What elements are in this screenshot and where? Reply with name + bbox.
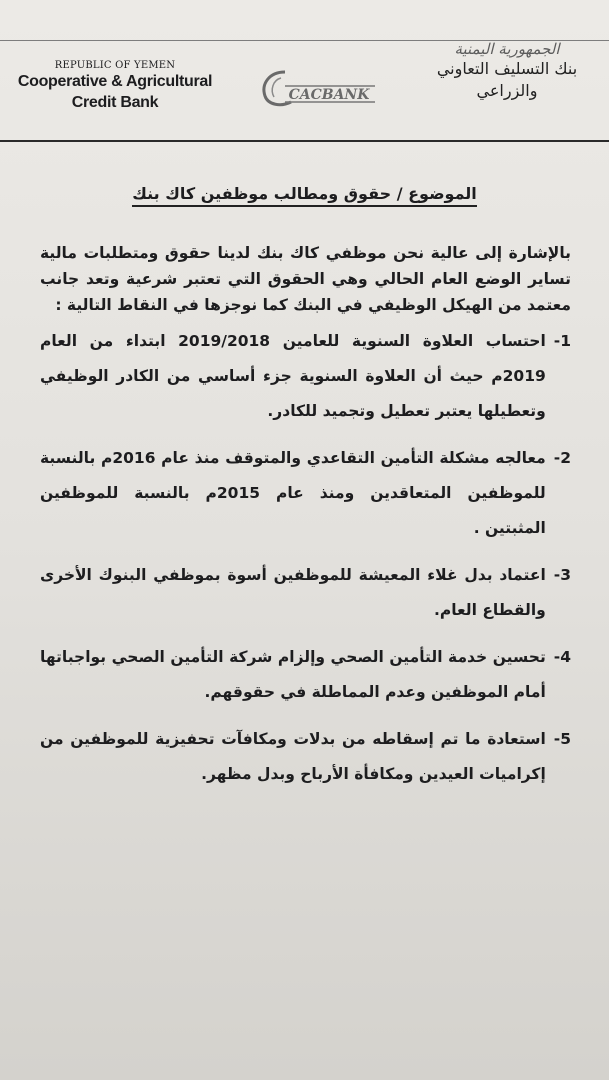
demand-number: 2- (553, 449, 571, 467)
english-country-name: REPUBLIC OF YEMEN (54, 60, 176, 71)
demand-text: اعتماد بدل غلاء المعيشة للموظفين أسوة بموظفي البنوك الأخرى والقطاع العام. (40, 566, 546, 619)
english-bank-name-line2: Credit Bank (71, 94, 159, 111)
subject-line (0, 184, 609, 203)
demand-item (40, 324, 571, 429)
english-letterhead (10, 60, 220, 113)
intro-paragraph: بالإشارة إلى عالية نحن موظفي كاك بنك لدينا حقوق ومتطلبات مالية تساير الوضع العام الحالي وهي الحقوق التي تعتبر شرعية وتعد جانب معتمد من الهيكل الوظيفي في البنك كما نوجزها في النقاط التالية : (40, 244, 571, 314)
arabic-bank-name-line1: بنك التسليف التعاوني (436, 59, 578, 78)
demand-item (40, 441, 571, 546)
english-bank-name-line1: Cooperative & Agricultural (17, 73, 213, 90)
arabic-country-name: الجمهورية اليمنية (454, 40, 560, 58)
cacbank-logo (255, 62, 380, 112)
demand-text: احتساب العلاوة السنوية للعامين 2019/2018 ابتداء من العام 2019م حيث أن العلاوة السنوية جزء أساسي من الكادر الوظيفي وتعطيلها يعتبر تعطيل وتجميد للكادر. (40, 332, 546, 420)
logo-text: CACBANK (288, 87, 370, 103)
arabic-letterhead (427, 40, 587, 102)
demand-text: استعادة ما تم إسقاطه من بدلات ومكافآت تحفيزية للموظفين من إكراميات العيدين ومكافأة الأرباح وبدل مظهر. (40, 730, 546, 783)
demand-text: تحسين خدمة التأمين الصحي وإلزام شركة التأمين الصحي بواجباتها أمام الموظفين وعدم المماطلة في حقوقهم. (40, 648, 546, 701)
demand-number: 1- (553, 332, 571, 350)
demand-item (40, 558, 571, 628)
letter-body (40, 240, 571, 804)
arabic-bank-name-line2: والزراعي (476, 81, 538, 100)
demand-item (40, 640, 571, 710)
demands-list (40, 324, 571, 792)
demand-text: معالجه مشكلة التأمين التقاعدي والمتوقف منذ عام 2016م بالنسبة للموظفين المتعاقدين ومنذ عام 2015م بالنسبة للموظفين المثبتين . (40, 449, 546, 537)
demand-item (40, 722, 571, 792)
subject-text: الموضوع / حقوق ومطالب موظفين كاك بنك (132, 184, 477, 207)
header-divider (0, 140, 609, 142)
demand-number: 3- (553, 566, 571, 584)
demand-number: 4- (553, 648, 571, 666)
demand-number: 5- (553, 730, 571, 748)
